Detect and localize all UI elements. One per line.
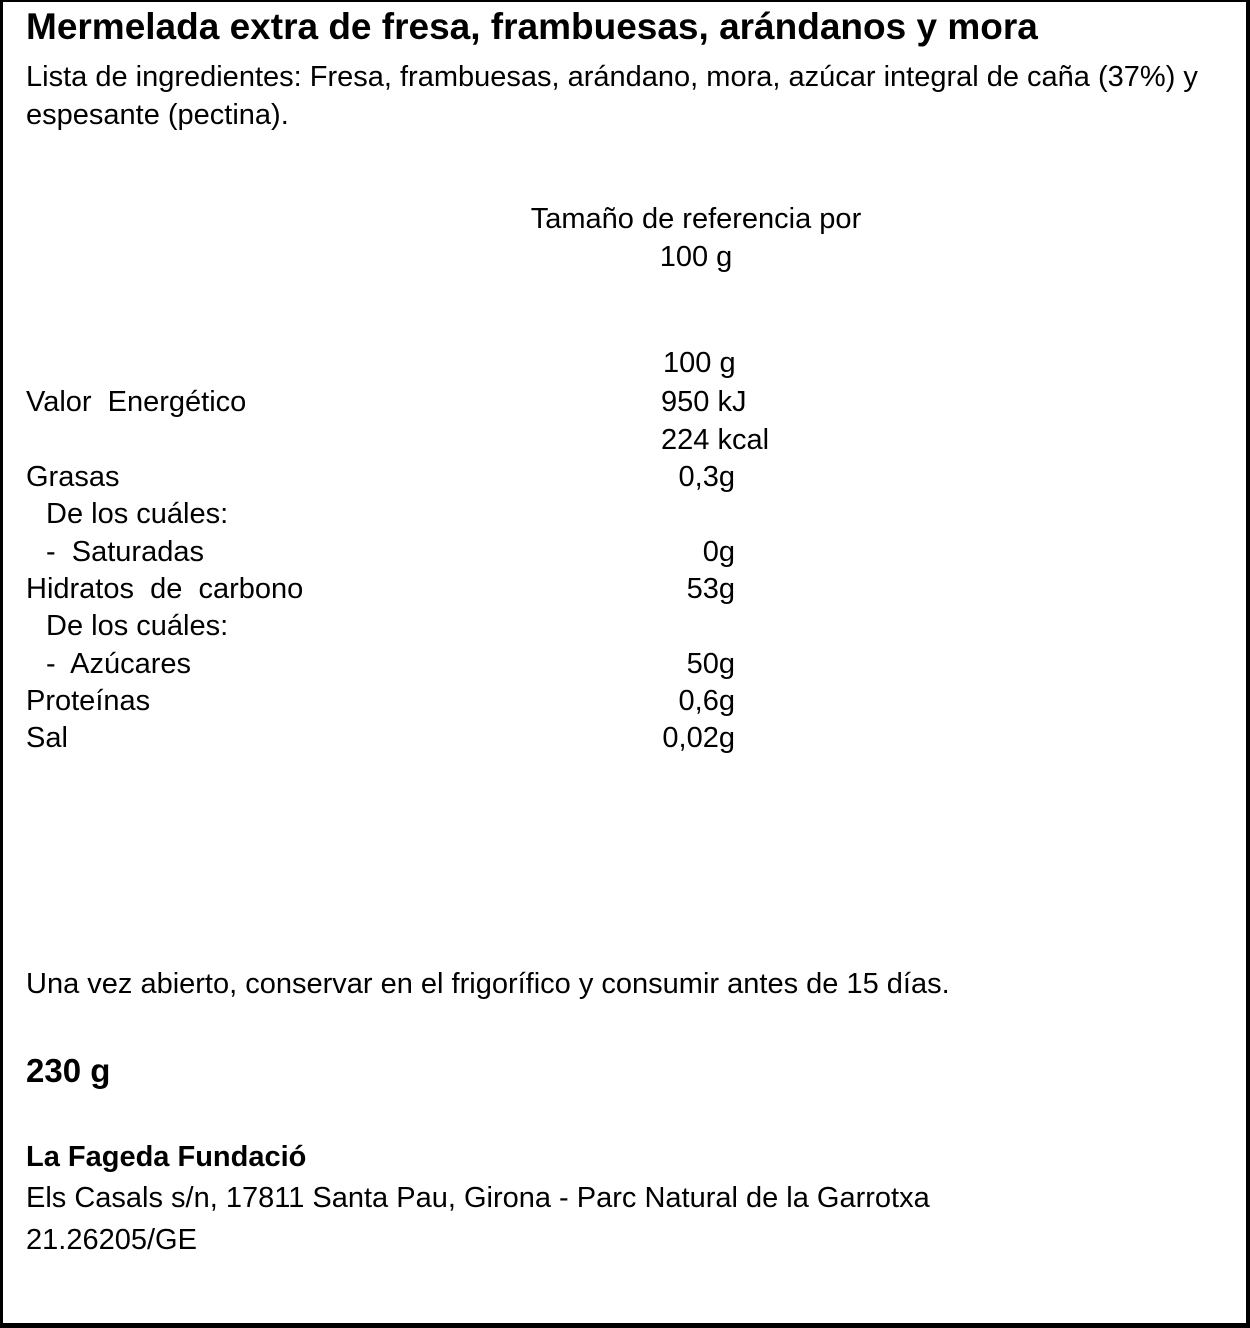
energy-kj-value: 950 kJ: [661, 386, 747, 418]
nutrient-value: 0,3g: [678, 461, 735, 493]
nutrient-label: Proteínas: [26, 685, 151, 717]
table-row: [0, 498, 1250, 536]
nutrient-value: 0g: [702, 536, 735, 568]
table-row: [0, 573, 1250, 611]
nutrient-value: 0,02g: [662, 722, 735, 754]
table-row: [0, 424, 1250, 462]
energy-kcal-value: 224 kcal: [661, 424, 770, 456]
nutrient-label: Sal: [26, 722, 68, 754]
reference-size: [514, 200, 878, 276]
table-row: [0, 685, 1250, 723]
table-row: [0, 536, 1250, 574]
producer-name: La Fageda Fundació: [26, 1141, 307, 1173]
nutrient-sublabel: De los cuáles:: [46, 498, 229, 530]
nutrient-label: - Saturadas: [46, 536, 204, 568]
table-row: [0, 610, 1250, 648]
nutrient-value: 50g: [686, 648, 735, 680]
nutrient-value: 53g: [686, 573, 735, 605]
nutrient-label: - Azúcares: [46, 648, 192, 680]
energy-label: Valor Energético: [26, 386, 247, 418]
registry-number: 21.26205/GE: [26, 1224, 197, 1256]
table-row: [0, 722, 1250, 760]
producer-address: Els Casals s/n, 17811 Santa Pau, Girona - Parc Natural de la Garrotxa: [26, 1182, 930, 1214]
table-row: [0, 648, 1250, 686]
nutrient-value: 0,6g: [678, 685, 735, 717]
reference-heading: Tamaño de referencia por: [530, 203, 862, 235]
storage-instructions: Una vez abierto, conservar en el frigorífico y consumir antes de 15 días.: [26, 968, 950, 1000]
product-title: Mermelada extra de fresa, frambuesas, arándanos y mora: [26, 6, 1038, 47]
net-weight: 230 g: [26, 1052, 111, 1089]
nutrient-sublabel: De los cuáles:: [46, 610, 229, 642]
table-row: [0, 461, 1250, 499]
table-row: [0, 386, 1250, 424]
reference-value: 100 g: [659, 241, 733, 273]
ingredients-list: Lista de ingredientes: Fresa, frambuesas, arándano, mora, azúcar integral de caña (37%) y espesante (pectina).: [26, 61, 1198, 131]
nutrition-column-header: 100 g: [663, 347, 736, 379]
nutrient-label: Grasas: [26, 461, 120, 493]
nutrient-label: Hidratos de carbono: [26, 573, 304, 605]
